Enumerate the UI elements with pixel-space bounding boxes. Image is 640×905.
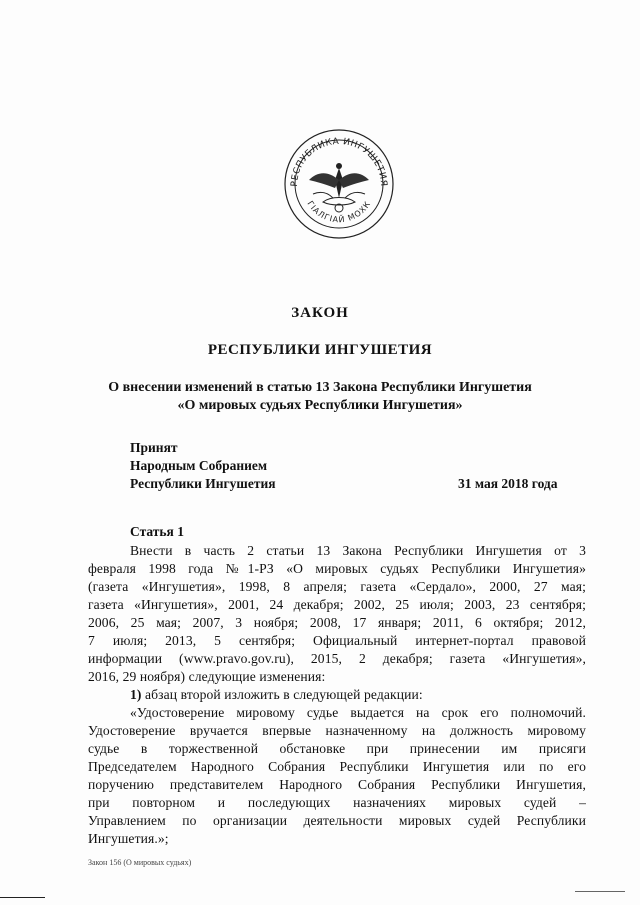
accepted-label: Принят [130, 440, 178, 455]
quoted-text-line: Удостоверение вручается впервые назначенному на должность мировому [88, 723, 586, 738]
page-edge-mark [575, 891, 625, 892]
seal-bottom-text: ГIАЛГIАЙ МОХК [305, 199, 373, 225]
republic-seal-emblem [283, 128, 395, 240]
article-text-line: информации (www.pravo.gov.ru), 2015, 2 декабря; газета «Ингушетия», [88, 651, 586, 666]
adoption-date: 31 мая 2018 года [458, 476, 558, 491]
article-text-line: 7 июля; 2013, 5 сентября; Официальный интернет-портал правовой [88, 633, 586, 648]
quoted-text-line: при повторном и последующих назначениях мировых судей – [88, 795, 586, 810]
article-text-line: Внести в часть 2 статьи 13 Закона Республики Ингушетия от 3 [130, 543, 586, 558]
article-text-line: газета «Ингушетия», 2001, 24 декабря; 2002, 25 июля; 2003, 23 сентября; [88, 597, 586, 612]
page-edge-mark [0, 897, 45, 898]
article-text-line: февраля 1998 года №1-РЗ «О мировых судьях Республики Ингушетия» [88, 561, 586, 576]
law-title: ЗАКОН [291, 305, 349, 321]
quoted-text-line: Управлением по организации деятельности мировых судей Республики [88, 813, 586, 828]
amendment-item [130, 687, 423, 703]
quoted-text-line: Ингушетия.»; [88, 831, 169, 846]
accepted-republic: Республики Ингушетия [130, 476, 276, 491]
amendment-item-text: абзац второй изложить в следующей редакции: [141, 687, 423, 702]
quoted-text-line: судье в торжественной обстановке при принесении им присяги [88, 741, 586, 756]
accepted-body: Народным Собранием [130, 458, 268, 473]
article-text-line: 2006, 25 мая; 2007, 3 ноября; 2008, 17 января; 2011, 6 октября; 2012, [88, 615, 586, 630]
seal-top-text: РЕСПУБЛИКА ИНГУШЕТИЯ [289, 136, 389, 187]
article-text-line: (газета «Ингушетия», 1998, 8 апреля; газета «Сердало», 2000, 27 мая; [88, 579, 586, 594]
quoted-text-line: «Удостоверение мировому судье выдается на срок его полномочий. [130, 705, 586, 720]
law-subject-line-1: О внесении изменений в статью 13 Закона Республики Ингушетия [108, 380, 532, 395]
amendment-item-number: 1) [130, 687, 142, 702]
quoted-text-line: Председателем Народного Собрания Республики Ингушетия или по его [88, 759, 586, 774]
law-subject-line-2: «О мировых судьях Республики Ингушетия» [177, 398, 463, 413]
footer-document-reference: Закон 156 (О мировых судьях) [88, 858, 192, 867]
law-republic-heading: РЕСПУБЛИКИ ИНГУШЕТИЯ [207, 342, 433, 358]
article-heading: Статья 1 [130, 524, 184, 539]
article-text-line: 2016, 29 ноября) следующие изменения: [88, 669, 326, 684]
quoted-text-line: поручению представителем Народного Собрания Республики Ингушетия, [88, 777, 586, 792]
